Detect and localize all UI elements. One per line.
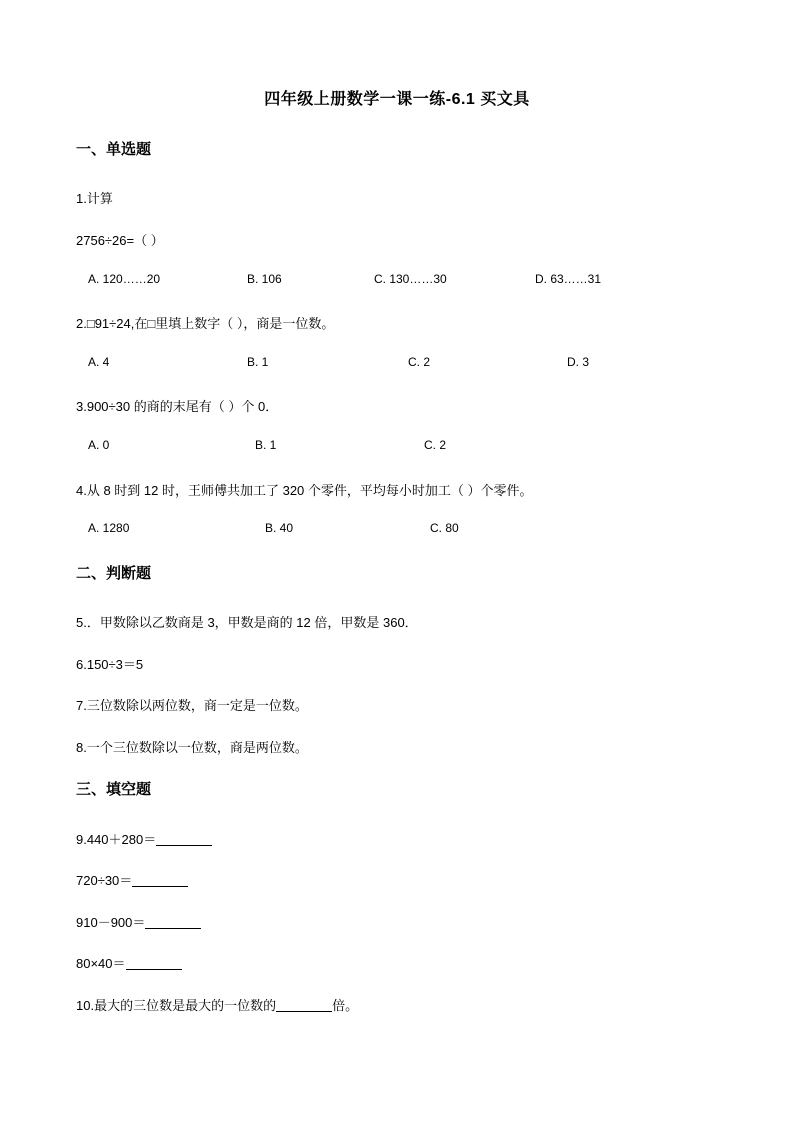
section-heading-true-false: 二、判断题 — [76, 565, 152, 582]
question-1-expression: 2756÷26=（ ） — [76, 233, 164, 248]
question-2-option-a: A. 4 — [88, 355, 110, 369]
question-5-stem: 5.．甲数除以乙数商是 3，甲数是商的 12 倍，甲数是 360． — [76, 615, 418, 630]
answer-blank[interactable] — [276, 998, 332, 1012]
answer-blank[interactable] — [126, 956, 182, 970]
question-4-option-c: C. 80 — [430, 521, 459, 535]
question-9-line — [76, 829, 212, 848]
question-10-suffix: 倍。 — [332, 998, 359, 1013]
question-9-expression: 9.440＋280＝ — [76, 832, 157, 847]
worksheet-title: 四年级上册数学一课一练-6.1 买文具 — [264, 91, 530, 108]
question-3-option-a: A. 0 — [88, 438, 110, 452]
question-9d-expression: 80×40＝ — [76, 956, 126, 971]
question-4-option-a: A. 1280 — [88, 521, 130, 535]
question-2-option-d: D. 3 — [567, 355, 590, 369]
question-10-stem: 10.最大的三位数是最大的一位数的 — [76, 998, 277, 1013]
question-1-option-c: C. 130……30 — [374, 272, 447, 286]
question-1-option-a: A. 120……20 — [88, 272, 161, 286]
question-3-option-c: C. 2 — [424, 438, 447, 452]
question-9c-expression: 910－900＝ — [76, 915, 146, 930]
question-2-stem: 2.□91÷24,在□里填上数字（ ），商是一位数。 — [76, 316, 335, 331]
question-3-stem: 3.900÷30 的商的末尾有（ ）个 0． — [76, 399, 279, 414]
question-10-line — [76, 995, 358, 1014]
question-1-option-b: B. 106 — [247, 272, 282, 286]
section-heading-single-choice: 一、单选题 — [76, 141, 152, 158]
question-1-option-d: D. 63……31 — [535, 272, 602, 286]
question-1-stem: 1.计算 — [76, 191, 113, 206]
question-4-option-b: B. 40 — [265, 521, 294, 535]
question-7-stem: 7.三位数除以两位数，商一定是一位数。 — [76, 698, 308, 713]
answer-blank[interactable] — [145, 915, 201, 929]
answer-blank[interactable] — [132, 873, 188, 887]
question-9b-line — [76, 870, 188, 889]
question-9d-line — [76, 953, 182, 972]
question-2-option-b: B. 1 — [247, 355, 269, 369]
question-4-stem: 4.从 8 时到 12 时，王师傅共加工了 320 个零件，平均每小时加工（ ）个零件。 — [76, 483, 533, 498]
answer-blank[interactable] — [156, 832, 212, 846]
question-2-option-c: C. 2 — [408, 355, 431, 369]
question-9b-expression: 720÷30＝ — [76, 873, 133, 888]
question-3-option-b: B. 1 — [255, 438, 277, 452]
question-9c-line — [76, 912, 201, 931]
question-8-stem: 8.一个三位数除以一位数，商是两位数。 — [76, 740, 308, 755]
section-heading-fill-blank: 三、填空题 — [76, 781, 152, 798]
question-6-stem: 6.150÷3＝5 — [76, 657, 144, 672]
